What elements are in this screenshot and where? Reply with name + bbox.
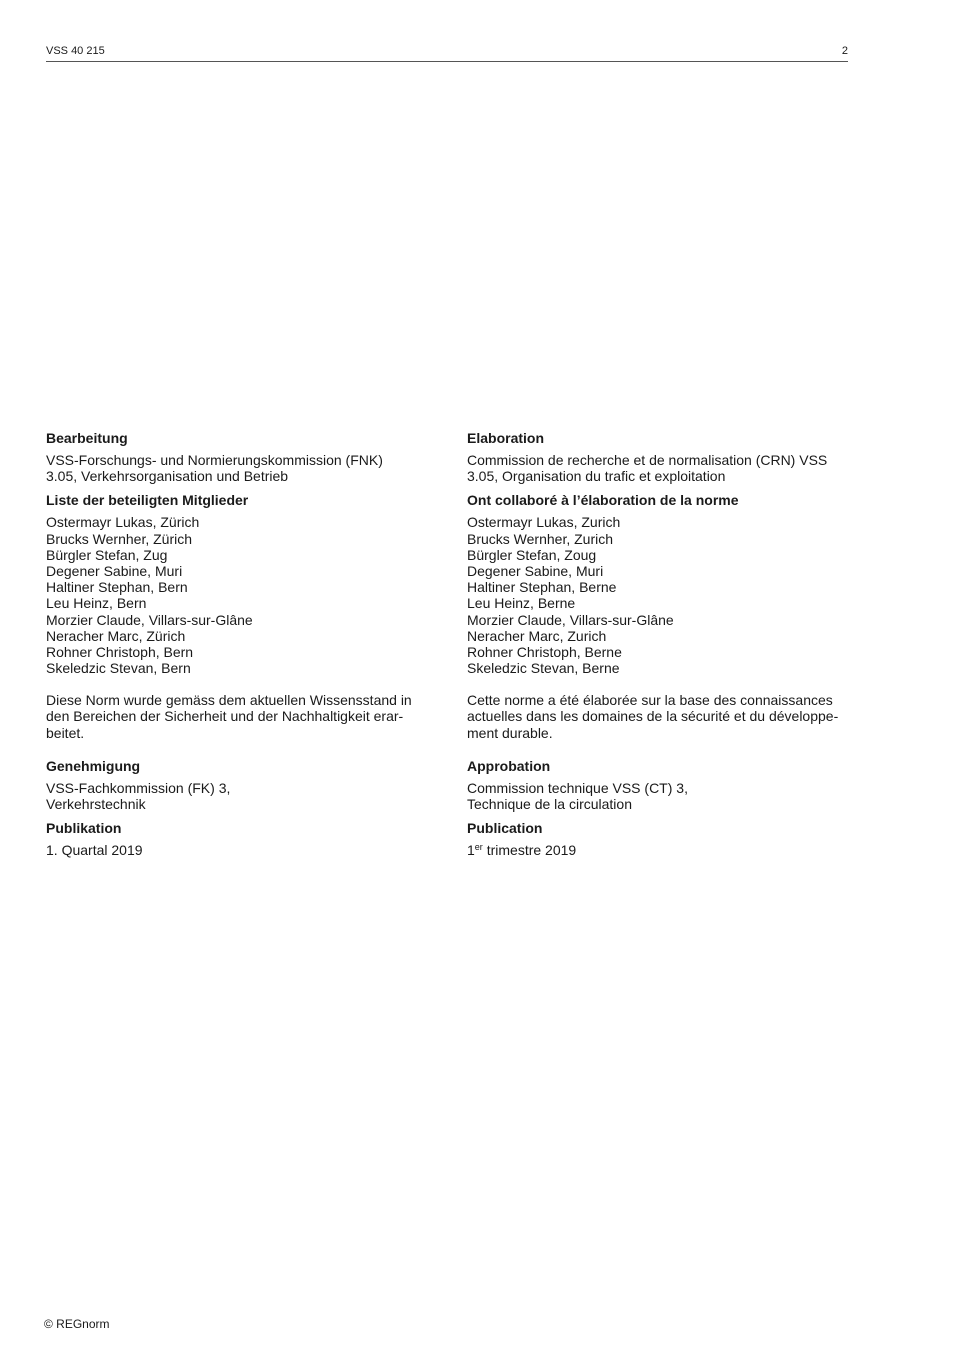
member-item: Neracher Marc, Zurich bbox=[467, 627, 607, 644]
member-list bbox=[467, 514, 852, 676]
approbation-line: Technique de la circulation bbox=[467, 796, 632, 812]
publication-date bbox=[467, 842, 852, 858]
bearbeitung-line: 3.05, Verkehrsorganisation und Betrieb bbox=[46, 468, 289, 485]
paragraph-line: actuelles dans les domaines de la sécurité et du développe- bbox=[467, 708, 839, 725]
section-heading-publikation: Publikation bbox=[46, 820, 122, 837]
paragraph-line: Diese Norm wurde gemäss dem aktuellen Wissensstand in bbox=[46, 692, 412, 709]
norm-statement bbox=[467, 692, 852, 741]
paragraph-line: den Bereichen der Sicherheit und der Nachhaltigkeit erar- bbox=[46, 708, 404, 725]
member-item: Bürgler Stefan, Zug bbox=[46, 546, 168, 563]
member-item: Rohner Christoph, Bern bbox=[46, 643, 194, 660]
page-header bbox=[46, 43, 848, 62]
member-item: Ostermayr Lukas, Zürich bbox=[46, 514, 200, 531]
member-item: Ostermayr Lukas, Zurich bbox=[467, 514, 621, 531]
genehmigung-line: VSS-Fachkommission (FK) 3, bbox=[46, 779, 231, 796]
member-item: Degener Sabine, Muri bbox=[467, 562, 604, 579]
member-item: Bürgler Stefan, Zoug bbox=[467, 546, 597, 563]
section-heading-genehmigung: Genehmigung bbox=[46, 757, 141, 774]
copyright-footer: © REGnorm bbox=[44, 1317, 110, 1331]
approbation-line: Commission technique VSS (CT) 3, bbox=[467, 779, 688, 796]
member-item: Haltiner Stephan, Berne bbox=[467, 579, 617, 596]
paragraph-line: ment durable. bbox=[467, 724, 553, 741]
genehmigung-line: Verkehrstechnik bbox=[46, 796, 146, 812]
member-item: Neracher Marc, Zürich bbox=[46, 627, 186, 644]
paragraph-line: Cette norme a été élaborée sur la base des connaissances bbox=[467, 692, 833, 709]
publication-ordinal-suffix: er bbox=[474, 842, 483, 853]
german-column bbox=[46, 429, 431, 858]
member-item: Haltiner Stephan, Bern bbox=[46, 579, 188, 596]
section-heading-collaborators: Ont collaboré à l’élaboration de la norme bbox=[467, 492, 739, 509]
section-heading-members: Liste der beteiligten Mitglieder bbox=[46, 492, 249, 509]
member-item: Degener Sabine, Muri bbox=[46, 562, 183, 579]
member-item: Morzier Claude, Villars-sur-Glâne bbox=[467, 611, 674, 628]
member-item: Leu Heinz, Bern bbox=[46, 595, 147, 612]
member-item: Brucks Wernher, Zurich bbox=[467, 530, 614, 547]
norm-statement bbox=[46, 692, 431, 741]
publication-ordinal: 1 bbox=[467, 842, 475, 859]
member-item: Morzier Claude, Villars-sur-Glâne bbox=[46, 611, 253, 628]
french-column bbox=[467, 429, 852, 858]
member-item: Skeledzic Stevan, Bern bbox=[46, 660, 191, 677]
elaboration-line: Commission de recherche et de normalisation (CRN) VSS bbox=[467, 452, 828, 468]
section-heading-bearbeitung: Bearbeitung bbox=[46, 430, 128, 446]
section-heading-approbation: Approbation bbox=[467, 757, 551, 774]
elaboration-line: 3.05, Organisation du trafic et exploitation bbox=[467, 468, 726, 485]
member-item: Rohner Christoph, Berne bbox=[467, 643, 622, 660]
paragraph-line: beitet. bbox=[46, 724, 85, 741]
document-id: VSS 40 215 bbox=[46, 45, 105, 57]
member-item: Leu Heinz, Berne bbox=[467, 595, 576, 612]
section-heading-elaboration: Elaboration bbox=[467, 430, 545, 446]
publication-text: trimestre 2019 bbox=[486, 842, 577, 859]
section-heading-publication: Publication bbox=[467, 820, 543, 837]
publikation-date: 1. Quartal 2019 bbox=[46, 842, 143, 859]
member-item: Brucks Wernher, Zürich bbox=[46, 530, 193, 547]
member-item: Skeledzic Stevan, Berne bbox=[467, 660, 620, 677]
member-list bbox=[46, 514, 431, 676]
bearbeitung-line: VSS-Forschungs- und Normierungskommission (FNK) bbox=[46, 452, 383, 468]
page-number: 2 bbox=[841, 45, 848, 57]
